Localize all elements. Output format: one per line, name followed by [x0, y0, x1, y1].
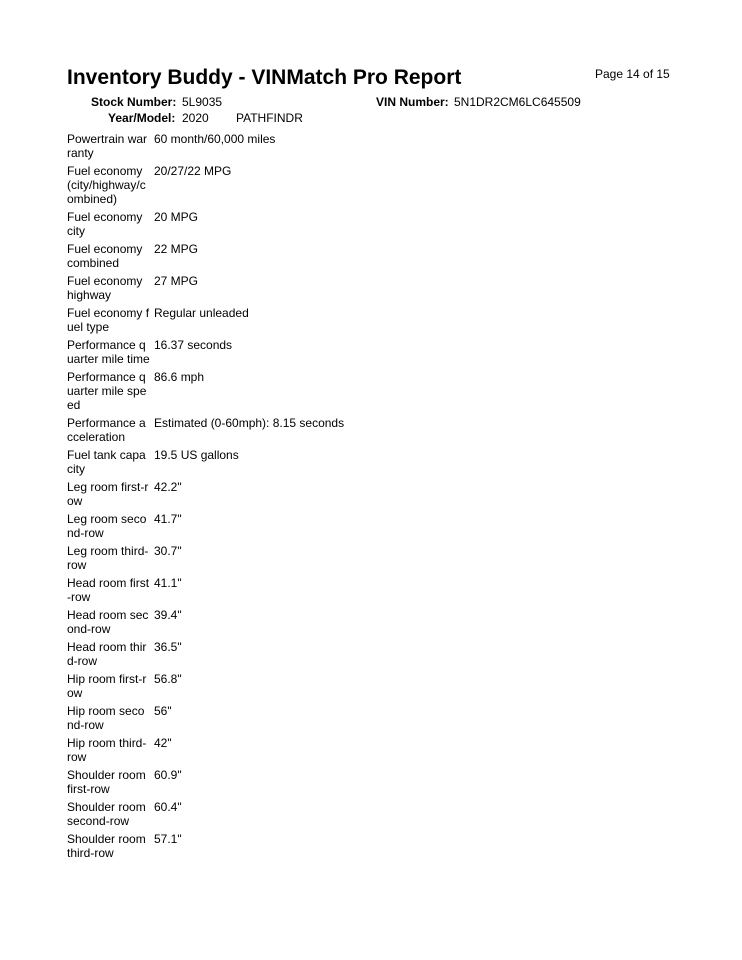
- spec-value: 42": [154, 736, 172, 750]
- spec-row-hip-room-second: [67, 704, 487, 732]
- spec-label: Hip room second-row: [67, 704, 145, 732]
- spec-row-quarter-mile-speed: [67, 370, 487, 412]
- spec-value: 41.1": [154, 576, 182, 590]
- spec-value: 86.6 mph: [154, 370, 205, 384]
- spec-row-fuel-tank-capacity: [67, 448, 487, 476]
- spec-value: 57.1": [154, 832, 182, 846]
- spec-row-fuel-economy-highway: [67, 274, 487, 302]
- spec-value: 60.9": [154, 768, 182, 782]
- spec-value: 60 month/60,000 miles: [154, 132, 276, 146]
- spec-row-fuel-type: [67, 306, 487, 334]
- spec-row-fuel-economy-combined: [67, 242, 487, 270]
- spec-value: 60.4": [154, 800, 182, 814]
- spec-row-shoulder-room-first: [67, 768, 487, 796]
- spec-value: 20/27/22 MPG: [154, 164, 232, 178]
- spec-row-head-room-third: [67, 640, 487, 668]
- spec-row-fuel-economy-city: [67, 210, 487, 238]
- spec-label: Performance quarter mile speed: [67, 370, 147, 412]
- spec-label: Head room first-row: [67, 576, 150, 604]
- vin-value: 5N1DR2CM6LC645509: [454, 95, 581, 109]
- spec-label: Hip room first-row: [67, 672, 147, 700]
- report-title: Inventory Buddy - VINMatch Pro Report: [67, 66, 462, 89]
- spec-value: Estimated (0-60mph): 8.15 seconds: [154, 416, 345, 430]
- spec-row-head-room-first: [67, 576, 487, 604]
- spec-row-shoulder-room-second: [67, 800, 487, 828]
- stock-number-label: Stock Number:: [91, 95, 177, 109]
- year-model-label: Year/Model:: [108, 111, 176, 125]
- spec-value: 22 MPG: [154, 242, 199, 256]
- spec-value: 56.8": [154, 672, 182, 686]
- stock-number-value: 5L9035: [182, 95, 223, 109]
- spec-label: Shoulder room first-row: [67, 768, 146, 796]
- spec-label: Powertrain warranty: [67, 132, 148, 160]
- vin-label: VIN Number:: [376, 95, 449, 109]
- year-value: 2020: [182, 111, 209, 125]
- spec-value: Regular unleaded: [154, 306, 249, 320]
- spec-label: Fuel economy (city/highway/combined): [67, 164, 146, 206]
- spec-row-leg-room-third: [67, 544, 487, 572]
- spec-value: 20 MPG: [154, 210, 199, 224]
- spec-value: 19.5 US gallons: [154, 448, 239, 462]
- spec-value: 16.37 seconds: [154, 338, 233, 352]
- spec-value: 56": [154, 704, 172, 718]
- spec-label: Hip room third-row: [67, 736, 147, 764]
- spec-label: Leg room first-row: [67, 480, 149, 508]
- spec-value: 42.2": [154, 480, 182, 494]
- spec-row-leg-room-first: [67, 480, 487, 508]
- spec-row-hip-room-third: [67, 736, 487, 764]
- page-indicator: Page 14 of 15: [595, 67, 670, 81]
- spec-row-head-room-second: [67, 608, 487, 636]
- spec-row-fuel-economy-combined-summary: [67, 164, 487, 206]
- spec-label: Head room second-row: [67, 608, 149, 636]
- spec-row-acceleration: [67, 416, 487, 444]
- spec-label: Leg room second-row: [67, 512, 147, 540]
- spec-label: Fuel economy city: [67, 210, 143, 238]
- spec-list: [67, 132, 487, 864]
- spec-value: 39.4": [154, 608, 182, 622]
- spec-label: Shoulder room second-row: [67, 800, 146, 828]
- spec-label: Performance quarter mile time: [67, 338, 150, 366]
- model-value: PATHFINDR: [236, 111, 303, 125]
- spec-label: Leg room third-row: [67, 544, 149, 572]
- spec-row-hip-room-first: [67, 672, 487, 700]
- spec-label: Shoulder room third-row: [67, 832, 146, 860]
- spec-value: 36.5": [154, 640, 182, 654]
- spec-label: Head room third-row: [67, 640, 147, 668]
- spec-label: Performance acceleration: [67, 416, 146, 444]
- spec-row-powertrain-warranty: [67, 132, 487, 160]
- spec-value: 30.7": [154, 544, 182, 558]
- spec-label: Fuel economy highway: [67, 274, 143, 302]
- spec-value: 27 MPG: [154, 274, 199, 288]
- spec-row-leg-room-second: [67, 512, 487, 540]
- spec-label: Fuel tank capacity: [67, 448, 146, 476]
- spec-label: Fuel economy fuel type: [67, 306, 150, 334]
- spec-value: 41.7": [154, 512, 182, 526]
- spec-row-shoulder-room-third: [67, 832, 487, 860]
- spec-label: Fuel economy combined: [67, 242, 143, 270]
- spec-row-quarter-mile-time: [67, 338, 487, 366]
